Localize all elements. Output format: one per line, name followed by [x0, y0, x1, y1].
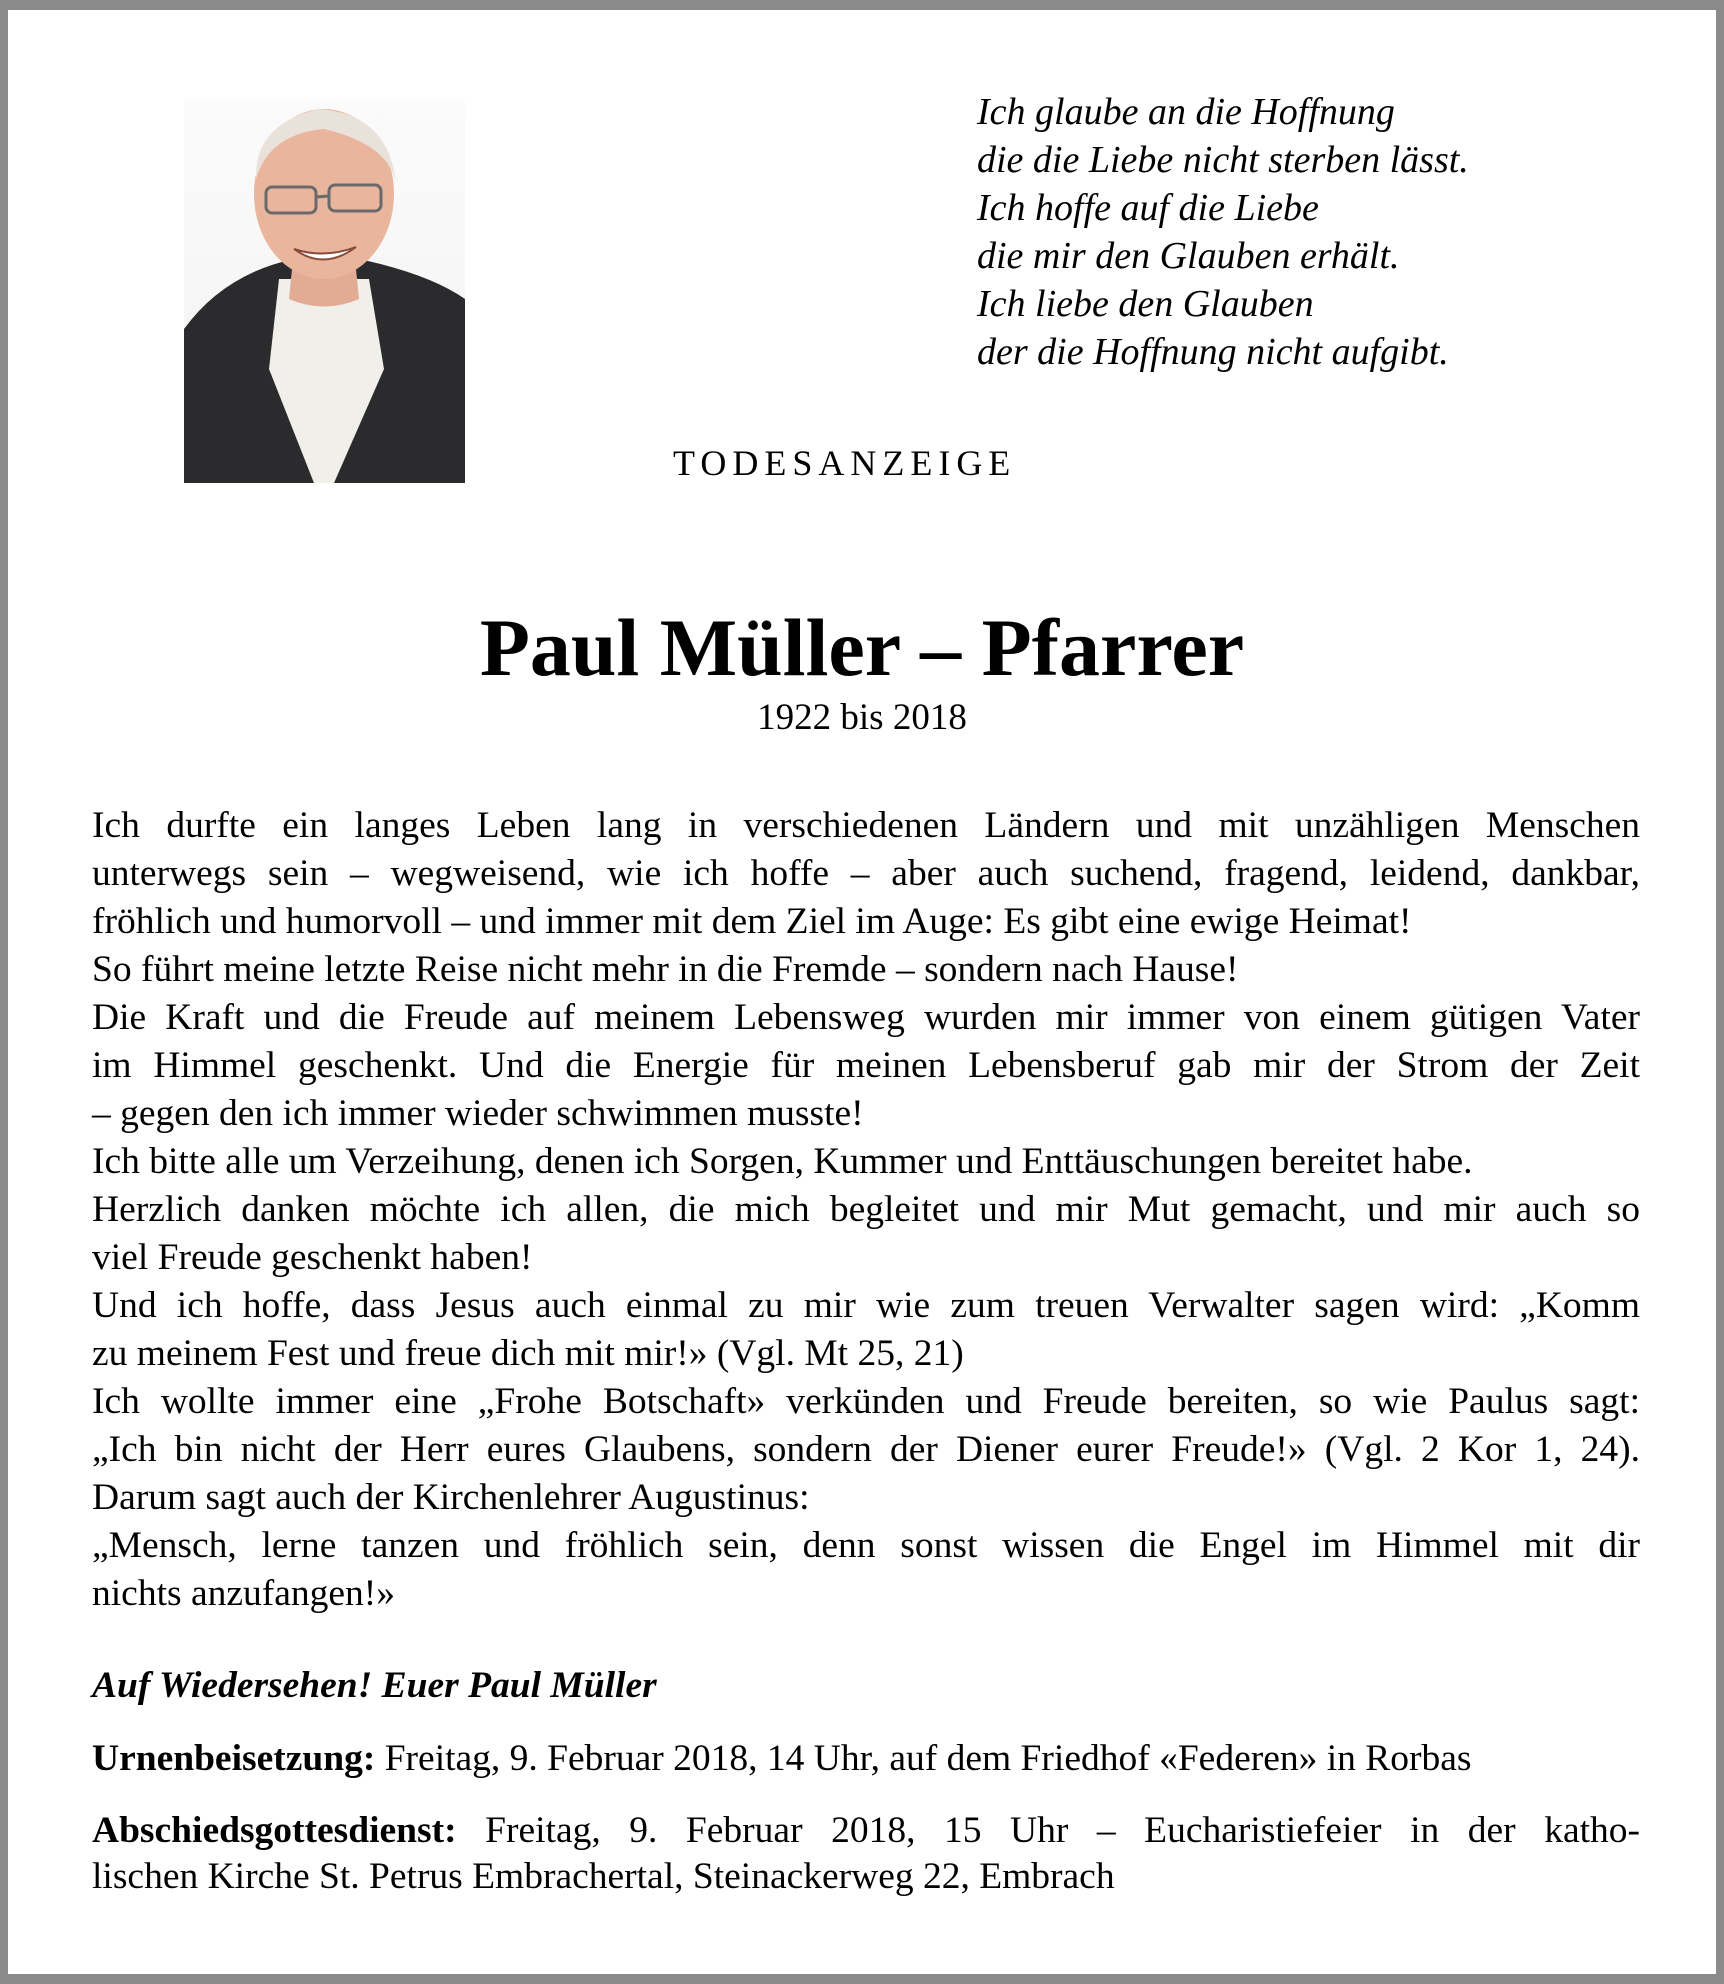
text-line: „Ich bin nicht der Herr eures Glaubens, sondern der Diener eurer Freude!» (Vgl. 2 Kor 1, 24). [92, 1429, 1640, 1470]
text-line: So führt meine letzte Reise nicht mehr in die Fremde – sondern nach Hause! [92, 949, 1239, 990]
obituary-text [92, 802, 1640, 1618]
urn-burial-line [92, 1736, 1640, 1782]
text-line: Die Kraft und die Freude auf meinem Lebensweg wurden mir immer von einem gütigen Vater [92, 997, 1640, 1038]
poem-line: Ich liebe den Glauben [977, 283, 1314, 325]
text-line: im Himmel geschenkt. Und die Energie für meinen Lebensberuf gab mir der Strom der Zeit [92, 1045, 1640, 1086]
text-line: „Mensch, lerne tanzen und fröhlich sein, denn sonst wissen die Engel im Himmel mit dir [92, 1525, 1640, 1566]
farewell-service-info [92, 1808, 1640, 1900]
text-line: nichts anzufangen!» [92, 1573, 396, 1614]
notice-heading: TODESANZEIGE [673, 443, 1017, 483]
urn-burial-text: Freitag, 9. Februar 2018, 14 Uhr, auf dem Friedhof «Federen» in Rorbas [375, 1738, 1472, 1779]
text-line: zu meinem Fest und freue dich mit mir!» (Vgl. Mt 25, 21) [92, 1333, 964, 1374]
poem-line: Ich hoffe auf die Liebe [977, 187, 1319, 229]
farewell-service-line [92, 1808, 1640, 1854]
urn-burial-label: Urnenbeisetzung: [92, 1738, 376, 1779]
poem-line: die mir den Glauben erhält. [977, 235, 1400, 277]
poem-line: Ich glaube an die Hoffnung [977, 91, 1395, 133]
text-line: Darum sagt auch der Kirchenlehrer Augustinus: [92, 1477, 810, 1518]
deceased-name-title: Paul Müller – Pfarrer [479, 602, 1245, 693]
poem [977, 88, 1469, 376]
life-years: 1922 bis 2018 [757, 697, 967, 738]
poem-line: die die Liebe nicht sterben lässt. [977, 139, 1469, 181]
farewell-service-text: Freitag, 9. Februar 2018, 15 Uhr – Eucharistiefeier in der katho- [456, 1810, 1640, 1851]
farewell-service-line: lischen Kirche St. Petrus Embrachertal, Steinackerweg 22, Embrach [92, 1856, 1115, 1897]
text-line: fröhlich und humorvoll – und immer mit dem Ziel im Auge: Es gibt eine ewige Heimat! [92, 901, 1412, 942]
text-line: Ich wollte immer eine „Frohe Botschaft» verkünden und Freude bereiten, so wie Paulus sagt: [92, 1381, 1640, 1422]
text-line: unterwegs sein – wegweisend, wie ich hoffe – aber auch suchend, fragend, leidend, dankbar, [92, 853, 1640, 894]
closing-signature: Auf Wiedersehen! Euer Paul Müller [92, 1665, 657, 1706]
text-line: viel Freude geschenkt haben! [92, 1237, 533, 1278]
farewell-service-label: Abschiedsgottesdienst: [92, 1810, 457, 1851]
urn-burial-info [92, 1736, 1640, 1782]
text-line: Herzlich danken möchte ich allen, die mich begleitet und mir Mut gemacht, und mir auch so [92, 1189, 1640, 1230]
poem-line: der die Hoffnung nicht aufgibt. [977, 331, 1449, 373]
text-line: Ich durfte ein langes Leben lang in verschiedenen Ländern und mit unzähligen Menschen [92, 805, 1640, 846]
text-line: Ich bitte alle um Verzeihung, denen ich Sorgen, Kummer und Enttäuschungen bereitet habe. [92, 1141, 1473, 1182]
text-line: Und ich hoffe, dass Jesus auch einmal zu mir wie zum treuen Verwalter sagen wird: „Komm [92, 1285, 1640, 1326]
obituary-page [8, 10, 1716, 1974]
text-line: – gegen den ich immer wieder schwimmen musste! [92, 1093, 864, 1134]
portrait-photo [184, 99, 465, 483]
